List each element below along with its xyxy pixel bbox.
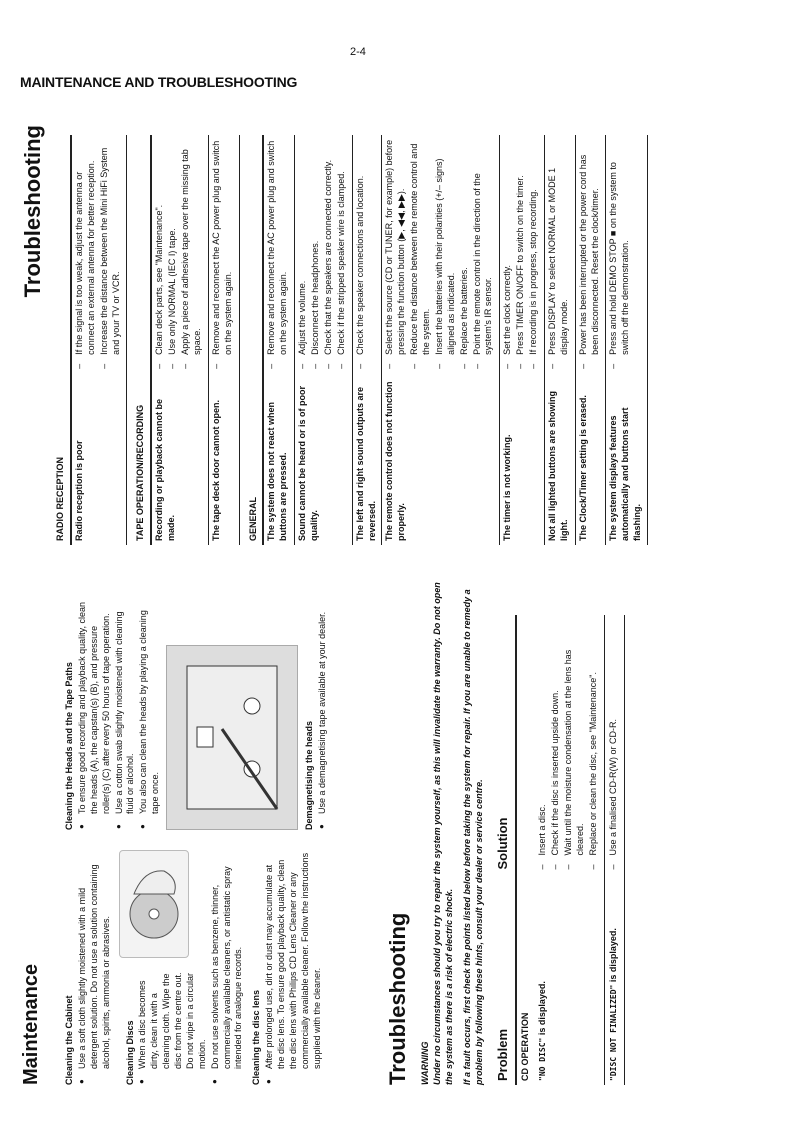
fault-text: If a fault occurs, first check the points listed below before taking the system for repair. If you are unable to remedy a problem by following these hints, consult your dealer or service centre. xyxy=(461,589,484,1085)
table-row xyxy=(295,135,353,545)
general-problem-table xyxy=(47,135,648,545)
solution: – Reduce the distance between the remote control and the system. xyxy=(409,139,433,369)
problem-rest: is displayed. xyxy=(607,928,618,985)
solution: – Press DISPLAY to select NORMAL or MODE 1 display mode. xyxy=(547,139,571,369)
disc-hand-icon xyxy=(124,859,184,949)
table-row xyxy=(151,135,208,545)
discs-item-1: ● When a disc becomes dirty, clean it with a cleaning cloth. Wipe the disc from the centre out. Do not wipe in a circular motion. xyxy=(137,964,208,1069)
solution: – Check if the stripped speaker wire is clamped. xyxy=(336,139,348,369)
demag-text: ● Use a demagnetising tape available at your dealer. xyxy=(317,595,329,814)
cabinet-title: Cleaning the Cabinet xyxy=(64,995,74,1085)
solution: – Point the remote control in the direction of the system's IR sensor. xyxy=(472,139,496,369)
cd-problem-table xyxy=(491,615,624,1085)
section-header xyxy=(239,135,263,545)
lens-text: ● After prolonged use, dirt or dust may accumulate at the disc lens. To ensure good playback quality, clean the disc lens with Philips CD Lens Cleaner or any commercially available cleaner. Follow the instructions supplied with the cleaner. xyxy=(264,850,323,1069)
solution: – Replace or clean the disc, see "Maintenance". xyxy=(588,619,600,870)
troubleshooting-cd-section xyxy=(383,580,723,1085)
discs-title: Cleaning Discs xyxy=(124,1020,135,1085)
table-row xyxy=(606,135,648,545)
solution: – Apply a piece of adhesive tape over the missing tab space. xyxy=(180,139,204,369)
solution: – Use a finalised CD-R(W) or CD-R. xyxy=(608,619,620,870)
section-title: RADIO RECEPTION xyxy=(47,135,71,545)
table-row xyxy=(604,615,624,1085)
tape-deck-icon xyxy=(167,646,297,829)
solution-cell xyxy=(71,135,127,373)
section-header xyxy=(47,135,71,545)
heads-item-2: ● Use a cotton swab slightly moistened with cleaning fluid or alcohol. xyxy=(114,595,138,814)
problem-cell: The Clock/Timer setting is erased. xyxy=(575,373,606,545)
solution: – Disconnect the headphones. xyxy=(310,139,322,369)
tape-heads-illustration xyxy=(166,645,298,830)
discs-item-2: ● Do not use solvents such as benzene, thinner, commercially available cleaners, or antistatic spray intended for analogue records. xyxy=(210,850,246,1069)
solution: – Press and hold DEMO STOP ■ on the system to switch off the demonstration. xyxy=(608,139,632,369)
solution: – Power has been interrupted or the power cord has been disconnected. Reset the clock/timer. xyxy=(578,139,602,369)
solution: – If recording is in progress, stop recording. xyxy=(528,139,540,369)
col-solution: Solution xyxy=(491,615,515,874)
solution-cell xyxy=(263,135,294,373)
col-problem: Problem xyxy=(491,874,515,1086)
troubleshooting-heading-right: Troubleshooting xyxy=(20,125,45,298)
solution: – Use only NORMAL (IEC I) tape. xyxy=(167,139,179,369)
problem-cell: The timer is not working. xyxy=(500,373,545,545)
solution: – Set the clock correctly. xyxy=(502,139,514,369)
problem-cell: The tape deck door cannot open. xyxy=(208,373,239,545)
demag-title: Demagnetising the heads xyxy=(304,720,314,830)
rotated-content xyxy=(18,125,758,1085)
solution-cell xyxy=(544,135,575,373)
section-header xyxy=(127,135,151,545)
table-row xyxy=(544,135,575,545)
troubleshooting-heading-left: Troubleshooting xyxy=(385,912,410,1085)
solution: – Check if the disc is inserted upside down. xyxy=(550,619,562,870)
warning-title: WARNING xyxy=(420,1041,431,1085)
page-number: 2-4 xyxy=(350,46,366,58)
solution: – Clean deck parts, see "Maintenance". xyxy=(154,139,166,369)
table-row xyxy=(263,135,294,545)
solution-cell xyxy=(382,135,500,373)
table-row xyxy=(352,135,382,545)
cabinet-text: ● Use a soft cloth slightly moistened with a mild detergent solution. Do not use a solution containing alcohol, spirits, ammonia or abrasives. xyxy=(77,850,113,1069)
solution-cell xyxy=(208,135,239,373)
solution: – Remove and reconnect the AC power plug and switch on the system again. xyxy=(266,139,290,369)
problem-code: "NO DISC" xyxy=(538,1037,548,1081)
solution: – Remove and reconnect the AC power plug and switch on the system again. xyxy=(211,139,235,369)
page-title: MAINTENANCE AND TROUBLESHOOTING xyxy=(20,74,298,90)
heads-title: Cleaning the Heads and the Tape Paths xyxy=(64,662,74,830)
table-row xyxy=(382,135,500,545)
solution: – Check the speaker connections and location. xyxy=(355,139,367,369)
table-row xyxy=(208,135,239,545)
warning-text: Under no circumstances should you try to repair the system yourself, as this will invalidate the warranty. Do not open the system as there is a risk of electric shock. xyxy=(431,582,454,1085)
section-title: TAPE OPERATION/RECORDING xyxy=(127,135,151,545)
table-row xyxy=(500,135,545,545)
table-row xyxy=(575,135,606,545)
problem-cell: Radio reception is poor xyxy=(71,373,127,545)
problem-cell: The system does not react when buttons are pressed. xyxy=(263,373,294,545)
problem-rest: is displayed. xyxy=(537,981,548,1038)
solution: – Wait until the moisture condensation at the lens has cleared. xyxy=(563,619,587,870)
solution: – If the signal is too weak, adjust the antenna or connect an external antenna for better reception. xyxy=(74,139,98,369)
problem-cell: Sound cannot be heard or is of poor quality. xyxy=(295,373,353,545)
cd-section-title: CD OPERATION xyxy=(519,1012,530,1081)
table-row xyxy=(71,135,127,545)
troubleshooting-general-section xyxy=(18,125,758,545)
solution: – Insert the batteries with their polarities (+/– signs) aligned as indicated. xyxy=(434,139,458,369)
problem-cell: Recording or playback cannot be made. xyxy=(151,373,208,545)
maintenance-col-2 xyxy=(58,595,330,830)
solution-cell xyxy=(352,135,382,373)
problem-cell: The system displays features automatically and buttons start flashing. xyxy=(606,373,648,545)
solution: – Increase the distance between the Mini HiFi System and your TV or VCR. xyxy=(99,139,123,369)
solution: – Adjust the volume. xyxy=(297,139,309,369)
maintenance-heading: Maintenance xyxy=(20,963,42,1085)
solution-cell xyxy=(606,135,648,373)
solution: – Select the source (CD or TUNER, for example) before pressing the function button (▶, ◀◀, ▶▶). xyxy=(384,139,408,369)
solution: – Insert a disc. xyxy=(537,619,549,870)
solution-cell xyxy=(500,135,545,373)
maintenance-col-1 xyxy=(58,850,325,1085)
problem-code: "DISC NOT FINALIZED" xyxy=(608,984,618,1081)
solution: – Replace the batteries. xyxy=(459,139,471,369)
table-row xyxy=(534,615,604,1085)
heads-item-1: ● To ensure good recording and playback quality, clean the heads (A), the capstan(s) (B), and pressure roller(s) (C) after every 50 hours of tape operation. xyxy=(77,595,113,814)
problem-cell: The remote control does not function properly. xyxy=(382,373,500,545)
section-title: GENERAL xyxy=(239,135,263,545)
maintenance-section xyxy=(18,580,358,1085)
lens-title: Cleaning the disc lens xyxy=(251,989,262,1085)
problem-cell: Not all lighted buttons are showing light. xyxy=(544,373,575,545)
problem-cell: The left and right sound outputs are reversed. xyxy=(352,373,382,545)
solution: – Press TIMER ON/OFF to switch on the timer. xyxy=(515,139,527,369)
solution-cell xyxy=(575,135,606,373)
solution: – Check that the speakers are connected correctly. xyxy=(323,139,335,369)
solution-cell xyxy=(151,135,208,373)
disc-cleaning-illustration xyxy=(119,850,189,958)
heads-item-3: ● You also can clean the heads by playing a cleaning tape once. xyxy=(138,595,162,814)
solution-cell xyxy=(295,135,353,373)
